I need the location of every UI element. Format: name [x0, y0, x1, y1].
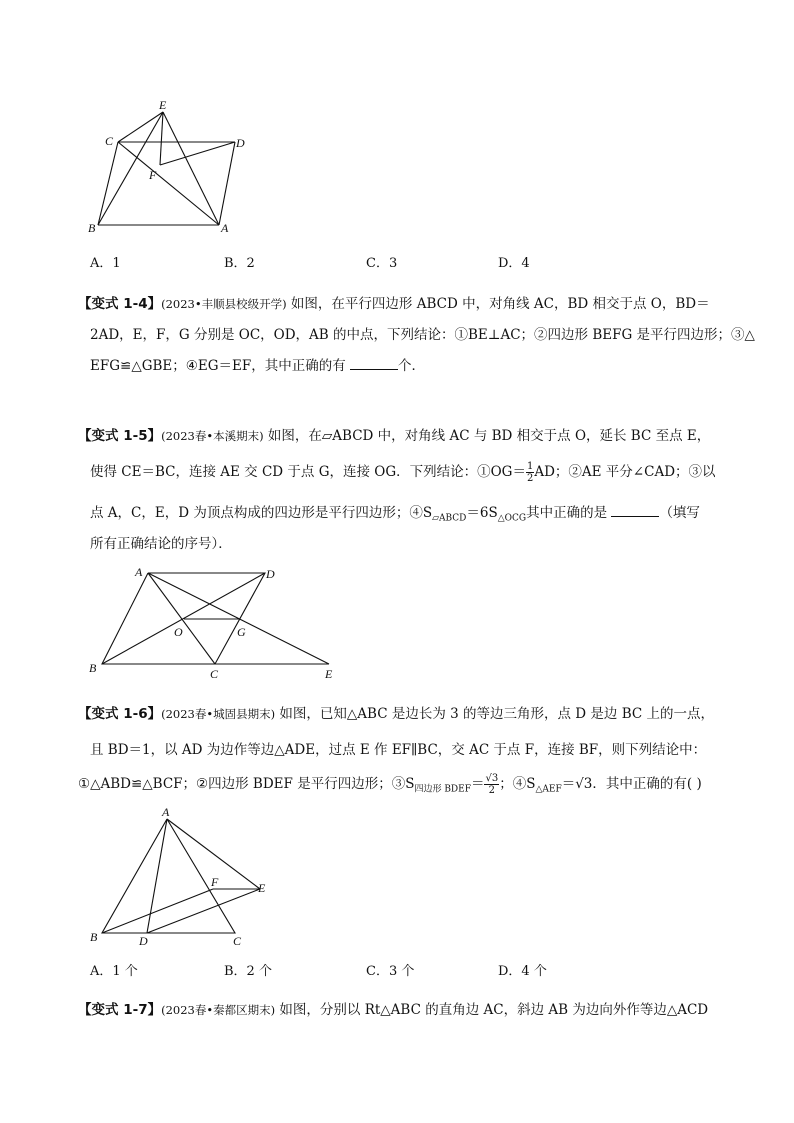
- fig2-label-C: C: [210, 667, 219, 681]
- choice-a[interactable]: A．1: [90, 256, 121, 271]
- q15-frac-den: 2: [526, 473, 534, 484]
- q16-text-2: 且 BD＝1，以 AD 为边作等边△ADE，过点 E 作 EF∥BC，交 AC 于点 F，连接 BF，则下列结论中：: [90, 742, 707, 758]
- fig2-label-G: G: [237, 625, 246, 639]
- choice-c[interactable]: C．3 个: [366, 964, 415, 979]
- fig2-label-D: D: [266, 567, 275, 581]
- fig3-label-E: E: [258, 881, 266, 895]
- q16-line-3: [78, 772, 702, 796]
- q16-text-3d: ＝√3．其中正确的有( ): [561, 776, 702, 792]
- choice-b[interactable]: B．2: [224, 256, 255, 271]
- q17-source: (2023春•秦都区期末): [161, 1003, 276, 1017]
- q15-text-2b: AD；②AE 平分∠CAD；③以: [534, 464, 716, 480]
- fig3-label-C: C: [233, 934, 242, 948]
- q16-tag: 【变式 1-6】: [78, 706, 162, 722]
- fig2-label-E: E: [325, 667, 333, 681]
- choice-d[interactable]: D．4 个: [498, 964, 547, 979]
- fig1-label-D: D: [236, 136, 245, 150]
- q16-line-1: [78, 702, 714, 722]
- q16-sub-2: △AEF: [535, 784, 562, 795]
- q15-sub-1: ▱ABCD: [432, 513, 467, 524]
- q16-frac-num: √3: [485, 773, 499, 784]
- q16-frac-den: 2: [488, 785, 496, 796]
- q14-text-2: 2AD，E，F，G 分别是 OC，OD，AB 的中点，下列结论：①BE⊥AC；②四边形 BEFG 是平行四边形；③△: [90, 327, 755, 343]
- q15-text-3d: （填写: [659, 505, 700, 521]
- choice-b[interactable]: B．2 个: [224, 964, 272, 979]
- q14-answer-blank[interactable]: [350, 368, 398, 370]
- q14-source: (2023•丰顺县校级开学): [161, 297, 287, 311]
- figure-2-parallelogram: [85, 562, 355, 687]
- q15-line-4: [90, 532, 232, 552]
- fig2-label-O: O: [174, 625, 183, 639]
- q14-line-3: [90, 354, 425, 374]
- q15-text-3a: 点 A，C，E，D 为顶点构成的四边形是平行四边形；④S: [90, 505, 433, 521]
- q16-text-3a: ①△ABD≌△BCF；②四边形 BDEF 是平行四边形；③S: [78, 776, 415, 792]
- figure-1-quadrilateral: [85, 95, 260, 240]
- q16-sub-1: 四边形 BDEF: [414, 784, 471, 795]
- q14-tag: 【变式 1-4】: [78, 296, 162, 312]
- q17-line-1: [78, 998, 708, 1018]
- q16-text-1: 如图，已知△ABC 是边长为 3 的等边三角形，点 D 是边 BC 上的一点，: [279, 706, 715, 722]
- fig1-label-B: B: [88, 221, 96, 235]
- q15-sub-2: △OCG: [497, 513, 527, 524]
- q14-text-3: EFG≌△GBE；④EG＝EF，其中正确的有: [90, 358, 346, 374]
- fig1-label-F: F: [149, 168, 157, 182]
- q15-source: (2023春•本溪期末): [161, 429, 264, 443]
- fig3-label-F: F: [211, 875, 219, 889]
- fig1-label-C: C: [105, 134, 114, 148]
- q16-text-3c: ；④S: [499, 776, 536, 792]
- q15-line-2: [90, 460, 716, 484]
- q14-line-1: [78, 292, 710, 312]
- q17-text-1: 如图，分别以 Rt△ABC 的直角边 AC，斜边 AB 为边向外作等边△ACD: [279, 1002, 709, 1018]
- q15-text-2a: 使得 CE＝BC，连接 AE 交 CD 于点 G，连接 OG．下列结论：①OG＝: [90, 464, 526, 480]
- q15-text-3b: ＝6S: [466, 505, 498, 521]
- fig3-label-D: D: [139, 934, 148, 948]
- fig1-label-A: A: [221, 221, 229, 235]
- q16-text-3b: ＝: [470, 776, 485, 792]
- q15-text-3c: 其中正确的是: [526, 505, 608, 521]
- q14-line-2: [90, 323, 755, 343]
- q17-tag: 【变式 1-7】: [78, 1002, 162, 1018]
- figure-3-equilateral-triangles: [85, 802, 285, 952]
- fig3-label-A: A: [162, 805, 170, 819]
- fig2-label-A: A: [135, 565, 143, 579]
- q16-source: (2023春•城固县期末): [161, 707, 276, 721]
- q15-tag: 【变式 1-5】: [78, 428, 162, 444]
- q15-line-1: [78, 424, 710, 444]
- fig3-label-B: B: [90, 930, 98, 944]
- q15-answer-blank[interactable]: [611, 515, 659, 517]
- q16-fraction: [484, 773, 499, 796]
- fig2-label-B: B: [89, 661, 97, 675]
- q14-text-1: 如图，在平行四边形 ABCD 中，对角线 AC，BD 相交于点 O，BD＝: [290, 296, 710, 312]
- q15-text-1: 如图，在▱ABCD 中，对角线 AC 与 BD 相交于点 O，延长 BC 至点 E，: [267, 428, 711, 444]
- choice-a[interactable]: A．1 个: [90, 964, 138, 979]
- q15-frac-num: 1: [526, 461, 534, 472]
- q15-line-3: [90, 501, 700, 524]
- choice-d[interactable]: D．4: [498, 256, 530, 271]
- q15-text-4: 所有正确结论的序号）．: [90, 536, 232, 552]
- choice-c[interactable]: C．3: [366, 256, 398, 271]
- q14-text-3b: 个．: [398, 358, 426, 374]
- q16-line-2: [90, 738, 706, 758]
- fig1-label-E: E: [159, 98, 167, 112]
